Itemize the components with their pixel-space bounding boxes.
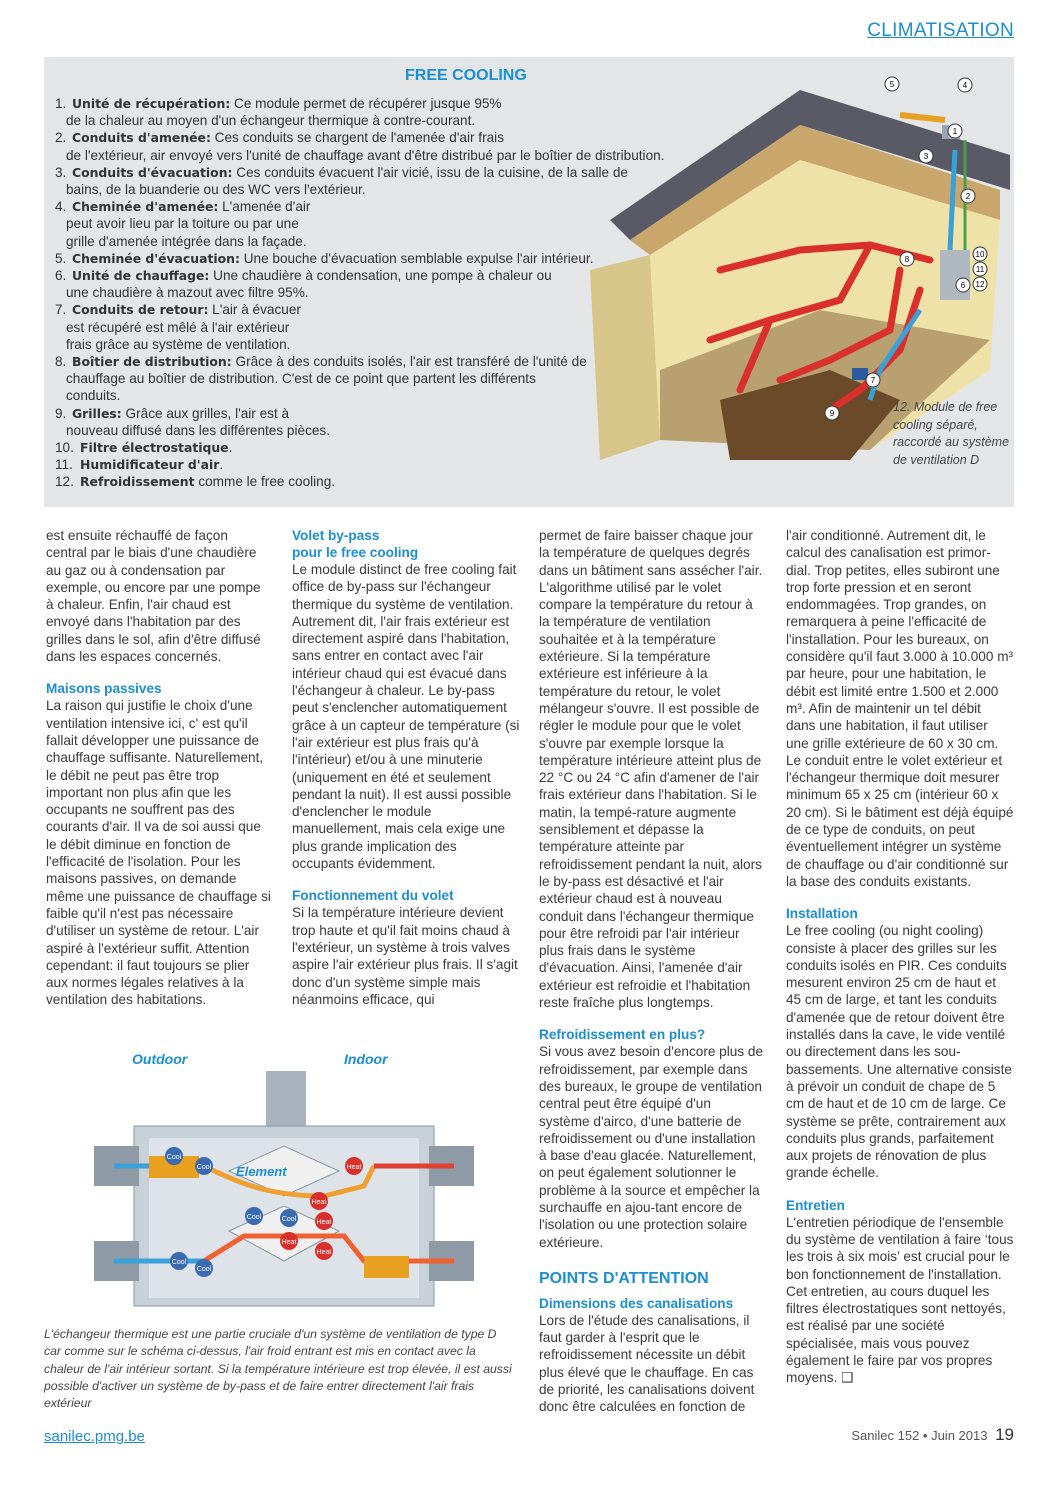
heading-maisons-passives: Maisons passives (46, 681, 162, 697)
item-term: Conduits d'évacuation: (72, 164, 233, 180)
footer-issue-text: Sanilec 152 • Juin 2013 (851, 1428, 988, 1443)
heat-exchanger-diagram (44, 1046, 514, 1316)
label-6 (956, 278, 970, 292)
col4-paragraph-2: Le free cooling (ou night cooling) consiste à placer des grilles sur les conduits isolés en PIR. Ces conduits mesurent environ 25 cm de haut et 45 cm de large, et tant les conduits d'amenée que de retour doivent être installés dans la cave, le vide ventilé ou directement dans les sou-bassements. Une alternative consiste à prévoir un conduit de chape de 5 cm de haut et de 10 cm de large. Ce système se prête, contrairement aux conduits plus grands, parfaitement aux projets de rénovation de plus grande échelle. (786, 923, 1012, 1181)
free-cooling-item-continuation: bains, de la buanderie ou des WC vers l'extérieur. (66, 182, 366, 198)
item-text: . (228, 440, 233, 456)
section-label: CLIMATISATION (867, 20, 1014, 41)
diagram-outdoor-label: Outdoor (132, 1051, 188, 1067)
item-term: Cheminée d'amenée: (72, 199, 219, 215)
label-7 (866, 373, 880, 387)
label-12 (973, 277, 987, 291)
cool-badge-4: Cool (196, 1266, 212, 1273)
page-number: 19 (995, 1425, 1014, 1444)
heading-dimensions: Dimensions des canalisations (539, 1295, 734, 1311)
heat-badge-1: Heat (346, 1164, 362, 1171)
cool-badge-5: Cool (246, 1214, 262, 1221)
item-term: Unité de chauffage: (72, 268, 210, 284)
exhaust-pipe (900, 115, 945, 120)
label-4 (958, 78, 972, 92)
col3-paragraph-3: Lors de l'étude des canalisations, il faut garder à l'esprit que le refroidissement nécessite un débit plus élevé que le chauffage. En cas de priorité, les canalisations doivent donc être calculées en fonction de (539, 1312, 755, 1415)
item-text: . (219, 457, 224, 473)
col2-paragraph-2: Si la température intérieure devient trop haute et qu'il fait moins chaud à l'extérieur, un système à trois valves aspire l'air extérieur plus frais. Il s'agit donc d'un système simple mais néanmoins efficace, qui (292, 905, 518, 1007)
item-term: Filtre électrostatique (80, 440, 229, 456)
item-text: Ces conduits se chargent de l'amenée d'air frais (210, 130, 504, 146)
heating-unit (940, 250, 970, 300)
item-number: 3. (55, 164, 67, 180)
heading-installation: Installation (786, 906, 858, 922)
free-cooling-item-12 (55, 473, 695, 490)
item-term: Boîtier de distribution: (72, 354, 232, 370)
item-term: Refroidissement (80, 474, 195, 490)
col1-paragraph-1: est ensuite réchauffé de façon central par le biais d'une chaudière au gaz ou à condensation par exemple, ou encore par une pompe à chaleur. Enfin, l'air chaud est envoyé dans l'habitation par des grilles dans le sol, afin d'être diffusé dans les espaces concernés. (46, 528, 261, 665)
free-cooling-item-continuation: est récupéré est mêlé à l'air extérieur (66, 319, 290, 335)
footer-issue (851, 1425, 1014, 1445)
heat-badge-5: Heat (316, 1219, 332, 1226)
heading-points-attention: POINTS D'ATTENTION (539, 1269, 709, 1287)
heading-fonctionnement-volet: Fonctionnement du volet (292, 888, 454, 904)
col3-paragraph-1: permet de faire baisser chaque jour la température de quelques degrés dans un bâtiment sans assécher l'air. L'algorithme utilisé par le volet compare la température du retour à la température de ventilation souhaitée et à la température extérieure. Si la température extérieure est inférieure à la température du retour, le volet mélangeur s'ouvre. Il est possible de régler le module pour que le volet s'ouvre par exemple lorsque la température intérieure atteint plus de 22 °C ou 24 °C afin d'amener de l'air frais extérieur dans l'habitation. Si le matin, la tempé-rature augmente sensiblement et dépasse la température atteinte par refroidissement pendant la nuit, alors le by-pass est désactivé et l'air extérieur chaud est à nouveau conduit dans l'échangeur thermique pour être refroidi par l'air intérieur plus frais dans le système d'évacuation. Ainsi, l'amenée d'air extérieur est refroidie et l'habitation reste fraîche plus longtemps. (539, 528, 763, 1011)
label-11 (973, 262, 987, 276)
free-cooling-item-continuation: peut avoir lieu par la toiture ou par une (66, 216, 299, 232)
free-cooling-item-continuation: chauffage au boîtier de distribution. C'est de ce point que partent les différents (66, 371, 536, 387)
item-text: Grâce à des conduits isolés, l'air est transféré de l'unité de (231, 354, 587, 370)
filter-box (852, 368, 868, 380)
item-text: Une chaudière à condensation, une pompe à chaleur ou (209, 268, 552, 284)
item-number: 1. (55, 96, 67, 111)
svg-text:1: 1 (952, 127, 958, 136)
item-number: 9. (55, 405, 67, 421)
label-3 (919, 149, 933, 163)
item-number: 5. (55, 250, 67, 266)
diagram-element-label: Element (236, 1164, 287, 1179)
footer-website-link[interactable]: sanilec.pmg.be (44, 1428, 145, 1445)
heading-entretien: Entretien (786, 1197, 845, 1213)
label-10 (973, 247, 987, 261)
free-cooling-item-continuation: de la chaleur au moyen d'un échangeur thermique à contre-courant. (66, 113, 476, 129)
heading-volet-bypass-line2: pour le free cooling (292, 545, 419, 560)
col4-paragraph-3: L'entretien périodique de l'ensemble du système de ventilation à faire ‘tous les trois à six mois’ est crucial pour le bon fonctionnement de l'installation. Cet entretien, au cours duquel les filtres électrostatiques sont nettoyés, est réalisé par une société spécialisée, mais vous pouvez également le faire par vos propres moyens. ❑ (786, 1214, 1014, 1386)
svg-text:6: 6 (960, 281, 966, 290)
item-text: Une bouche d'évacuation semblable expulse l'air intérieur. (239, 250, 594, 266)
label-8 (900, 252, 914, 266)
free-cooling-item-continuation: grille d'amenée intégrée dans la façade. (66, 233, 307, 249)
diagram-caption: L'échangeur thermique est une partie cruciale d'un système de ventilation de type D car comme sur le schéma ci-dessus, l'air froid entrant est mis en contact avec la chaleur de l'air intérieur sortant. Si la température intérieure est trop élevée, il est aussi possible d'activer un système de by-pass et de faire entrer directement l'air frais extérieur (44, 1327, 512, 1411)
cool-badge-3: Cool (171, 1259, 187, 1266)
item-text: comme le free cooling. (194, 474, 336, 490)
col2-paragraph-1: Le module distinct de free cooling fait office de by-pass sur l'échangeur thermique du système de ventilation. Autrement dit, l'air frais extérieur est directement aspiré dans l'habitation, sans entrer en contact avec l'air intérieur chaud qui est évacué dans l'échangeur à chaleur. Le by-pass peut s'enclencher automatiquement grâce à un capteur de température (si l'air extérieur est plus frais qu'à l'intérieur) et/ou à une minuterie (uniquement en été et seulement pendant la nuit). Il est aussi possible d'enclencher le module manuellement, mais cela exige une plus grande implication des occupants évidemment. (292, 562, 520, 872)
free-cooling-item-continuation: conduits. (66, 388, 121, 404)
item-text: Grâce aux grilles, l'air est à (121, 405, 290, 421)
col1-paragraph-2: La raison qui justifie le choix d'une ventilation intensive ici, c' est qu'il fallait développer une puissance de chauffage suffisante. Naturellement, le débit ne peut pas être trop important non plus afin que les occupants ne souffrent pas des courants d'air. Il va de soi aussi que le débit diminue en fonction de l'efficacité de l'isolation. Pour les maisons passives, on demande même une puissance de chauffage si faible qu'il n'est pas nécessaire d'utiliser un système de retour. L'air aspiré à l'extérieur suffit. Attention cependant: il faut toujours se plier aux normes légales relatives à la ventilation des habitations. (46, 698, 271, 1008)
item-term: Unité de récupération: (72, 96, 231, 111)
free-cooling-item-continuation: de l'extérieur, air envoyé vers l'unité de chauffage avant d'être distribué par le boîtier de distribution. (66, 147, 665, 163)
heat-badge-3: Heat (316, 1249, 332, 1256)
free-cooling-item-continuation: frais grâce au système de ventilation. (66, 336, 291, 352)
diagram-indoor-label: Indoor (344, 1051, 388, 1067)
col3-paragraph-2: Si vous avez besoin d'encore plus de refroidissement, par exemple dans des bureaux, le groupe de ventilation central peut être équipé d'un système d'airco, d'une batterie de refroidissement ou d'une installation à base d'eau glacée. Naturellement, on peut également solutionner le problème à la source et empêcher la surchauffe en ajou-tant encore de l'isolation ou une protection solaire extérieure. (539, 1044, 764, 1250)
item-term: Cheminée d'évacuation: (72, 250, 240, 266)
svg-text:12: 12 (975, 280, 985, 289)
item-number: 10. (55, 440, 74, 456)
item-text: Ces conduits évacuent l'air vicié, issu de la cuisine, de la salle de (232, 164, 628, 180)
heading-volet-bypass-line1: Volet by-pass (292, 528, 380, 543)
column-1 (46, 527, 271, 1009)
svg-text:11: 11 (975, 265, 985, 274)
svg-text:4: 4 (962, 81, 968, 90)
svg-text:9: 9 (829, 409, 835, 418)
item-number: 12. (55, 474, 74, 490)
item-number: 2. (55, 130, 67, 146)
label-1 (948, 124, 962, 138)
svg-text:7: 7 (870, 376, 876, 385)
item-text: L'amenée d'air (218, 199, 311, 215)
item-term: Conduits d'amenée: (72, 130, 211, 146)
label-5 (885, 77, 899, 91)
heat-badge-2: Heat (311, 1199, 327, 1206)
svg-text:5: 5 (889, 80, 895, 89)
free-cooling-module-caption: 12. Module de free cooling séparé, raccordé au système de ventilation D (893, 400, 1010, 467)
item-number: 8. (55, 354, 67, 370)
column-3 (539, 527, 765, 1416)
label-2 (961, 189, 975, 203)
label-9 (825, 406, 839, 420)
heading-refroidissement: Refroidissement en plus? (539, 1027, 706, 1043)
free-cooling-item-continuation: nouveau diffusé dans les différentes pièces. (66, 422, 331, 438)
top-duct (266, 1071, 306, 1126)
column-4 (786, 527, 1014, 1387)
cool-badge-1: Cool (166, 1154, 182, 1161)
col4-paragraph-1: l'air conditionné. Autrement dit, le calcul des canalisation est primor-dial. Trop petites, elles subiront une trop forte pression et en seront endommagées. Trop grandes, on remarquera à peine l'efficacité de l'installation. Pour les bureaux, on considère qu'il faut 3.000 à 10.000 m³ par heure, pour une habitation, le débit est limité entre 1.500 et 2.000 m³. Afin de maintenir un tel débit dans une habitation, il faut utiliser une grille extérieure de 60 x 30 cm. Le conduit entre le volet extérieur et l'échangeur thermique doit mesurer minimum 65 x 25 cm (intérieur 60 x 20 cm). Si le bâtiment est déjà équipé de ce type de conduits, on peut éventuellement intégrer un système de chauffage ou d'air conditionné sur la base des conduits existants. (786, 528, 1014, 889)
item-number: 11. (55, 457, 73, 473)
item-number: 7. (55, 302, 67, 318)
cool-badge-2: Cool (196, 1164, 212, 1171)
item-term: Conduits de retour: (72, 302, 209, 318)
free-cooling-item-continuation: une chaudière à mazout avec filtre 95%. (66, 285, 309, 301)
svg-text:8: 8 (904, 255, 910, 264)
item-text: Ce module permet de récupérer jusque 95% (230, 96, 502, 111)
column-2 (292, 527, 522, 1008)
item-number: 6. (55, 268, 67, 284)
box-title: FREE COOLING (405, 67, 527, 84)
svg-text:3: 3 (923, 152, 929, 161)
heat-badge-4: Heat (281, 1239, 297, 1246)
item-text: L'air à évacuer (208, 302, 301, 318)
svg-text:10: 10 (975, 250, 985, 259)
item-number: 4. (55, 199, 67, 215)
item-term: Humidificateur d'air (80, 457, 220, 473)
house-wall-left (590, 255, 660, 460)
svg-text:2: 2 (965, 192, 971, 201)
cool-badge-6: Cool (281, 1216, 297, 1223)
item-term: Grilles: (72, 405, 122, 421)
